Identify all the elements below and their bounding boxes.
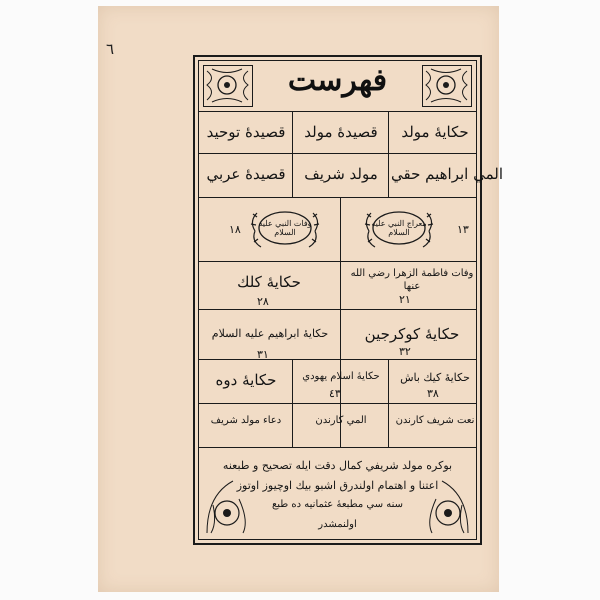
divider xyxy=(199,309,476,310)
entry-number: ٣١ xyxy=(257,348,269,361)
entry-number: ١٣ xyxy=(457,223,469,236)
divider xyxy=(199,153,476,154)
divider xyxy=(199,403,476,404)
divider xyxy=(340,197,341,447)
entry-number: ٢١ xyxy=(399,293,411,306)
index-entry: المي كارندن xyxy=(315,415,367,426)
index-entry: حكايهٔ كيك باش xyxy=(400,371,470,384)
index-entry: وفات فاطمة الزهرا رضي الله عنها xyxy=(350,268,474,292)
divider xyxy=(199,447,476,448)
divider xyxy=(199,197,476,198)
index-entry: حكايهٔ اسلام يهودي xyxy=(302,371,380,382)
index-entry: نعت شريف كارندن xyxy=(395,415,475,426)
index-frame xyxy=(193,55,504,545)
entry-number: ٢٨ xyxy=(257,295,269,308)
index-entry: دعاء مولد شريف xyxy=(210,415,282,426)
bottom-right-ornament xyxy=(422,475,472,541)
entry-number: ١٨ xyxy=(229,223,241,236)
index-entry: المي ابراهيم حقي xyxy=(391,165,504,183)
colophon-line: بوكره مولد شريفي كمال دقت ايله تصحيح و طبعنه xyxy=(222,459,453,472)
entry-number: ٤٣ xyxy=(329,387,341,400)
colophon-line: اعتنا و اهتمام اولندرق اشبو بيك اوچيوز اوتوز xyxy=(236,479,439,492)
divider xyxy=(199,359,476,360)
page-number: ٦ xyxy=(106,40,115,58)
medallion-text: معراج النبي عليه السلام xyxy=(371,219,427,237)
index-entry: حكايهٔ كوكرجين xyxy=(364,325,460,343)
index-entry: حكايهٔ مولد xyxy=(401,123,469,141)
entry-number: ٣٢ xyxy=(399,345,411,358)
index-title: فهرست xyxy=(287,63,388,98)
index-entry: قصيدهٔ مولد xyxy=(304,123,378,141)
index-entry: حكايهٔ ابراهيم عليه السلام xyxy=(211,327,329,340)
divider xyxy=(292,111,293,197)
index-entry: حكايهٔ دوه xyxy=(215,371,277,389)
index-entry: مولد شريف xyxy=(304,165,378,183)
index-entry: قصيدهٔ عربي xyxy=(206,165,286,183)
entry-number: ٣٨ xyxy=(427,387,439,400)
divider xyxy=(199,261,476,262)
divider xyxy=(199,111,476,112)
index-entry: حكايهٔ كلك xyxy=(237,273,301,291)
index-entry: قصيدهٔ توحيد xyxy=(206,123,286,141)
medallion-text: وفات النبي عليه السلام xyxy=(258,219,312,237)
colophon-line: سنه سي مطبعهٔ عثمانيه ده طبع xyxy=(271,499,404,510)
bottom-left-ornament xyxy=(203,475,253,541)
index-inner-border xyxy=(198,60,504,540)
colophon-line: اولنمشدر xyxy=(318,519,357,530)
divider xyxy=(388,111,389,197)
